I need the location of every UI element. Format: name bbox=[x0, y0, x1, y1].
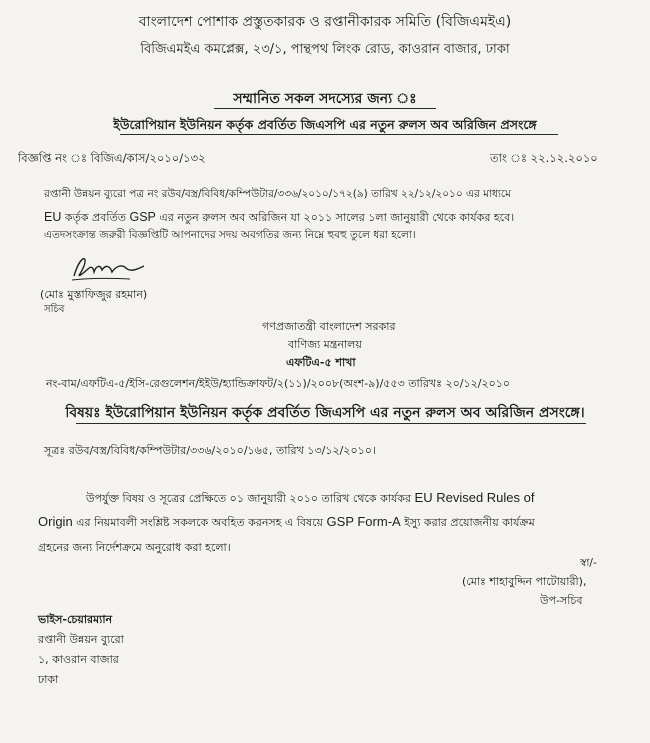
origin-text: Origin bbox=[38, 514, 73, 529]
intro-line-2-a: কর্তৃক প্রবর্তিত bbox=[61, 211, 130, 224]
source-reference: সূত্রঃ রউব/বস্ত্র/বিবিধ/কম্পিউটার/৩৩৬/২০১০/১৬৫, তারিখ ১৩/১২/২০১০। bbox=[44, 444, 376, 457]
subject-main-underline bbox=[76, 423, 586, 424]
gsp-form-text: GSP Form-A bbox=[326, 514, 401, 529]
org-name: বাংলাদেশ পোশাক প্রস্তুতকারক ও রপ্তানীকারক সমিতি (বিজিএমইএ) bbox=[138, 14, 512, 30]
government-line-1: গণপ্রজাতন্ত্রী বাংলাদেশ সরকার bbox=[262, 320, 396, 333]
memo-reference: নং-বাম/এফটিএ-৫/ইসি-রেগুলেশন/ইইউ/হ্যান্ডিক্রাফট/২(১১)/২০০৮(অংশ-৯)/৫৫৩ তারিখঃ ২০/১২/২০১০ bbox=[46, 377, 511, 390]
subject-main: বিষয়ঃ ইউরোপিয়ান ইউনিয়ন কর্তৃক প্রবর্তিত জিএসপি এর নতুন রুলস অব অরিজিন প্রসংঙ্গে। bbox=[65, 405, 585, 421]
body-line-3: গ্রহনের জন্য নির্দেশক্রমে অনুরোধ করা হলো। bbox=[38, 541, 231, 554]
eu-rules-text: EU Revised Rules of bbox=[414, 490, 535, 505]
signatory-1-name: (মোঃ মুস্তাফিজুর রহমান) bbox=[40, 288, 148, 301]
signatory-2-name: (মোঃ শাহাবুদ্দিন পাটোয়ারী), bbox=[462, 575, 587, 588]
signed-mark: স্বা/- bbox=[580, 557, 597, 569]
body-line-2-b: ইস্যু করার প্রয়োজনীয় কার্যক্রম bbox=[400, 516, 535, 529]
notice-reference: বিজ্ঞপ্তি নং ঃ বিজিএ/কাস/২০১০/১৩২ bbox=[18, 151, 206, 165]
addressee-street: ১, কাওরান বাজার bbox=[38, 653, 119, 666]
government-line-2: বাণিজ্য মন্ত্রনালয় bbox=[288, 338, 362, 351]
subject-heading: ইউরোপিয়ান ইউনিয়ন কর্তৃক প্রবর্তিত জিএসপি এর নতুন রুলস অব অরিজিন প্রসংঙ্গে bbox=[113, 117, 537, 132]
notice-date: তাং ঃ ২২.১২.২০১০ bbox=[490, 151, 598, 165]
body-line-2 bbox=[38, 514, 535, 530]
gsp-text: GSP bbox=[129, 210, 156, 224]
addressee-title: ভাইস-চেয়ারম্যান bbox=[38, 613, 113, 626]
org-address: বিজিএমইএ কমপ্লেক্স, ২৩/১, পান্থপথ লিংক রোড, কাওরান বাজার, ঢাকা bbox=[140, 42, 510, 57]
body-line-1 bbox=[86, 490, 535, 506]
signature-mark bbox=[70, 252, 150, 282]
body-line-2-a: এর নিয়মাবলী সংশ্লিষ্ট সকলকে অবহিত করনসহ এ বিষয়ে bbox=[72, 516, 327, 529]
signatory-1-title: সচিব bbox=[44, 304, 65, 315]
intro-line-2-b: এর নতুন রুলস অব অরিজিন যা ২০১১ সালের ১লা জানুয়ারী থেকে কার্যকর হবে। bbox=[155, 211, 515, 224]
eu-text: EU bbox=[44, 210, 62, 224]
signatory-2-title: উপ-সচিব bbox=[540, 594, 583, 607]
intro-line-3: এতদসংক্রান্ত জরুরী বিজ্ঞপ্তিটি আপনাদের সদয় অবগতির জন্য নিম্নে হুবহু তুলে ধরা হলো। bbox=[44, 229, 416, 241]
salutation: সম্মানিত সকল সদস্যের জন্য ঃ bbox=[233, 91, 417, 107]
intro-line-2 bbox=[44, 210, 514, 225]
body-line-1-a: উপর্যুক্ত বিষয় ও সূত্রের প্রেক্ষিতে ০১ জানুয়ারী ২০১০ তারিখ থেকে কার্যকর bbox=[86, 492, 415, 505]
subject-underline bbox=[120, 134, 558, 135]
addressee-city: ঢাকা bbox=[38, 673, 59, 686]
addressee-office: রপ্তানী উন্নয়ন ব্যুরো bbox=[38, 633, 124, 646]
intro-line-1: রপ্তানী উন্নয়ন ব্যুরো পত্র নং রউব/বস্ত্র/বিবিধ/কম্পিউটার/৩৩৬/২০১০/১৭২(৯) তারিখ ২২/১২/২০১০ এর মাধ্যমে bbox=[44, 188, 511, 200]
salutation-underline bbox=[214, 108, 436, 109]
government-line-3: এফটিএ-৫ শাখা bbox=[286, 356, 356, 369]
